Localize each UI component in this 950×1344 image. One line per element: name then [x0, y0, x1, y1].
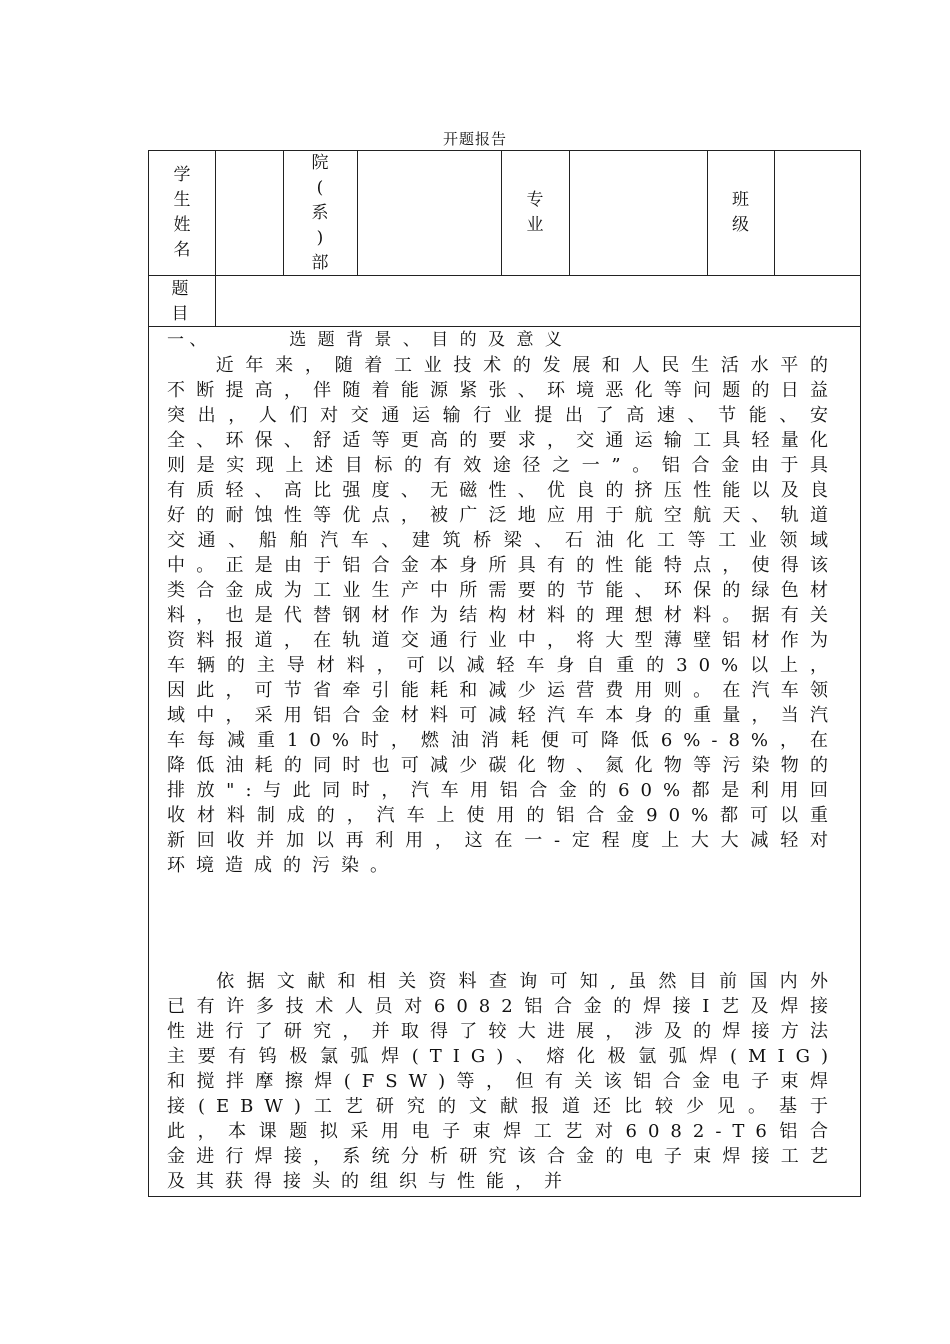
section-title: 选 题 背 景 、 目 的 及 意 义	[289, 330, 565, 350]
student-name-label: 学 生 姓 名	[173, 165, 191, 260]
column-divider	[215, 275, 216, 326]
body-paragraph	[167, 353, 839, 878]
document-title: 开题报告	[442, 130, 507, 148]
column-divider	[774, 151, 775, 275]
column-divider	[569, 151, 570, 275]
section-number: 一 、	[167, 330, 207, 350]
major-label: 专 业	[526, 190, 544, 235]
topic-label: 题 目	[171, 279, 189, 324]
row-divider	[149, 275, 860, 276]
paragraph-text: 近年来，随着工业技术的发展和人民生活水平的不断提高，伴随着能源紧张、环境恶化等问题的日益突出，人们对交通运输行业提出了高速、节能、安全、环保、舒适等更高的要求，交通运输工具轻量化则是实现上述目标的有效途径之一”。铝合金由于具有质轻、高比强度、无磁性、优良的挤压性能以及良好的耐蚀性等优点，被广泛地应用于航空航天、轨道交通、船舶汽车、建筑桥梁、石油化工等工业领域中。正是由于铝合金本身所具有的性能特点，使得该类合金成为工业生产中所需要的节能、环保的绿色材料，也是代替钢材作为结构材料的理想材料。据有关资料报道，在轨道交通行业中，将大型薄壁铝材作为车辆的主导材料，可以减轻车身自重的30%以上，因此，可节省牵引能耗和减少运营费用则。在汽车领域中，采用铝合金材料可减轻汽车本身的重量，当汽车每减重10%时，燃油消耗便可降低6%-8%，在降低油耗的同时也可减少碳化物、氮化物等污染物的排放":与此同时，汽车用铝合金的60%都是利用回收材料制成的，汽车上使用的铝合金90%都可以重新回收并加以再利用，这在一-定程度上大大减轻对环境造成的污染。	[167, 355, 839, 876]
class-label: 班 级	[732, 190, 749, 235]
proposal-form-table	[148, 150, 861, 1197]
column-divider	[357, 151, 358, 275]
column-divider	[215, 151, 216, 275]
body-paragraph	[167, 969, 839, 1194]
paragraph-text: 依据文献和相关资料查询可知,虽然目前国内外已有许多技术人员对6082铝合金的焊接I艺及焊接性进行了研究，并取得了较大进展，涉及的焊接方法主要有钨极氯弧焊(TIG)、熔化极氩弧焊(MIG)和搅拌摩擦焊(FSW)等，但有关该铝合金电子束焊接(EBW)工艺研究的文献报道还比较少见。基于此，本课题拟采用电子束焊工艺对6082-T6铝合金进行焊接，系统分析研究该合金的电子束焊接工艺及其获得接头的组织与性能，并	[167, 971, 839, 1192]
section-heading	[167, 325, 565, 350]
department-label: 院 ( 系 ) 部	[311, 153, 329, 273]
